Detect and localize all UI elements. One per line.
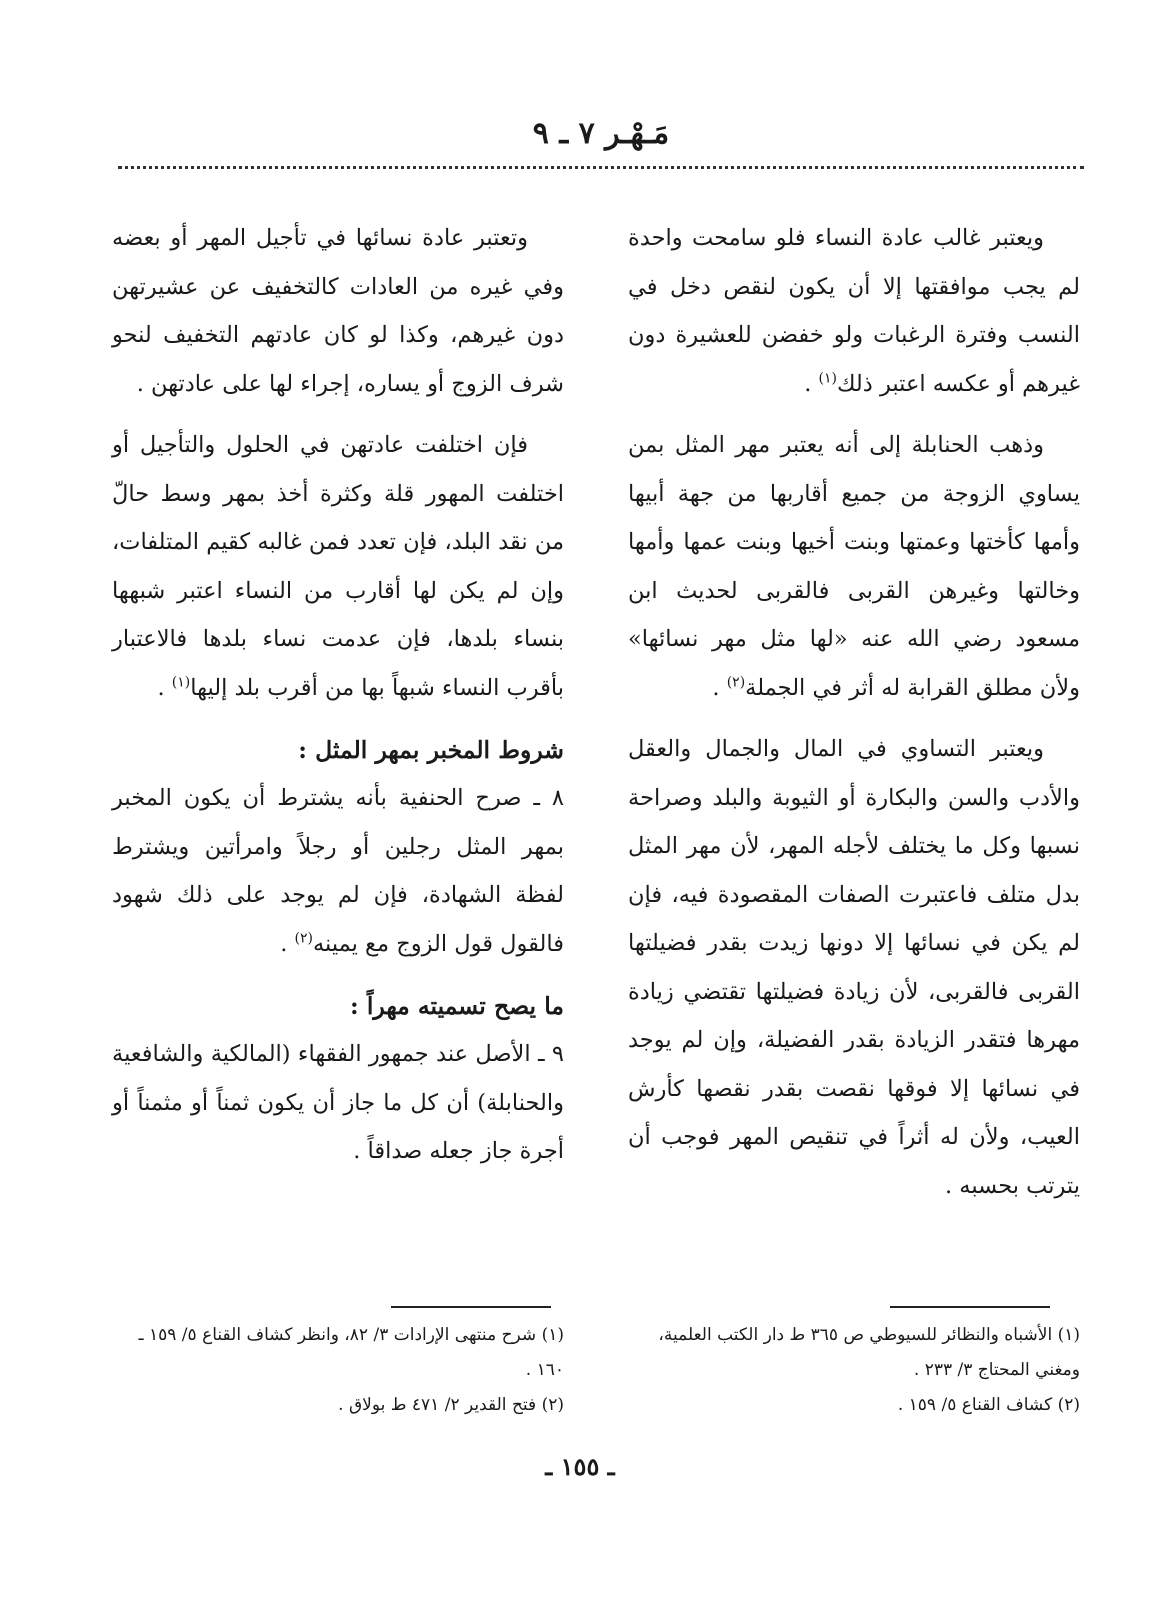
left-paragraph-2-text: فإن اختلفت عادتهن في الحلول والتأجيل أو اختلفت المهور قلة وكثرة أخذ بمهر وسط حالّ من نقد البلد، فإن تعدد فمن غالبه كقيم المتلفات، وإن لم يكن لها أقارب من النساء اعتبر شبهها بنساء بلدها، فإن عدمت نساء بلدها فالاعتبار بأقرب النساء شبهاً بها من أقرب بلد إليها — [112, 432, 564, 701]
footnote-rule-right — [890, 1306, 1050, 1308]
left-paragraph-1: وتعتبر عادة نسائها في تأجيل المهر أو بعضه وفي غيره من العادات كالتخفيف عن عشيرتهن دون غيرهم، وكذا لو كان عادتهم التخفيف لنحو شرف الزوج أو يساره، إجراء لها على عادتهن . — [112, 225, 564, 397]
footnote-rule-left — [391, 1306, 551, 1308]
section-8-paragraph — [112, 774, 564, 968]
footnote-ref-2[interactable]: (٢) — [726, 674, 746, 690]
right-footnote-1: (١) الأشباه والنظائر للسيوطي ص ٣٦٥ ط دار الكتب العلمية، ومغني المحتاج ٣/ ٢٣٣ . — [658, 1325, 1080, 1380]
footnote-ref-1[interactable]: (١) — [818, 370, 837, 386]
right-paragraph-2-end: . — [712, 674, 727, 701]
page-number: ـ ١٥٥ ـ — [545, 1452, 615, 1481]
right-footnotes — [628, 1318, 1080, 1423]
section-9-paragraph: ٩ ـ الأصل عند جمهور الفقهاء (المالكية والشافعية والحنابلة) أن كل ما جاز أن يكون ثمناً أو مثمناً أو أجرة جاز جعله صداقاً . — [112, 1041, 564, 1164]
section-heading-witness-conditions: شروط المخبر بمهر المثل : — [298, 736, 564, 764]
section-heading-valid-dowry: ما يصح تسميته مهراً : — [349, 992, 564, 1020]
right-footnote-2: (٢) كشاف القناع ٥/ ١٥٩ . — [897, 1395, 1080, 1415]
left-paragraph-2-end: . — [157, 674, 172, 701]
right-paragraph-2 — [628, 421, 1080, 712]
left-paragraph-2 — [112, 421, 564, 712]
section-8-end: . — [280, 930, 295, 957]
right-paragraph-3: ويعتبر التساوي في المال والجمال والعقل والأدب والسن والبكارة أو الثيوبة والبلد وصراحة نسبها وكل ما يختلف لأجله المهر، لأن مهر المثل بدل متلف فاعتبرت الصفات المقصودة فيه، فإن لم يكن في نسائها إلا دونها زيدت بقدر فضيلتها القربى فالقربى، لأن زيادة فضيلتها تقتضي زيادة مهرها فتقدر الزيادة بقدر الفضيلة، وإن لم يوجد في نسائها إلا فوقها نقصت بقدر نقصها كأرش العيب، ولأن له أثراً في تنقيص المهر فوجب أن يترتب بحسبه . — [628, 736, 1080, 1199]
left-footnote-1: (١) شرح منتهى الإرادات ٣/ ٨٢، وانظر كشاف القناع ٥/ ١٥٩ ـ ١٦٠ . — [138, 1325, 564, 1380]
footnote-ref-2[interactable]: (٢) — [294, 930, 313, 946]
header-dotted-rule — [118, 166, 1084, 169]
left-footnotes — [112, 1318, 564, 1423]
left-footnote-2: (٢) فتح القدير ٢/ ٤٧١ ط بولاق . — [338, 1395, 564, 1415]
right-paragraph-2-text: وذهب الحنابلة إلى أنه يعتبر مهر المثل بمن يساوي الزوجة من جميع أقاربها من جهة أبيها وأمها كأختها وعمتها وبنت أخيها وبنت عمها وأمها وخالتها وغيرهن القربى فالقربى لحديث ابن مسعود رضي الله عنه «لها مثل مهر نسائها» ولأن مطلق القرابة له أثر في الجملة — [628, 432, 1080, 701]
right-column — [628, 214, 1080, 1223]
footnote-ref-1[interactable]: (١) — [171, 674, 191, 690]
section-8-text: ٨ ـ صرح الحنفية بأنه يشترط أن يكون المخبر بمهر المثل رجلين أو رجلاً وامرأتين ويشترط لفظة الشهادة، فإن لم يوجد على ذلك شهود فالقول قول الزوج مع يمينه — [112, 785, 564, 957]
right-paragraph-1-end: . — [804, 370, 819, 397]
left-column — [112, 214, 564, 1189]
right-paragraph-1-text: ويعتبر غالب عادة النساء فلو سامحت واحدة لم يجب موافقتها إلا أن يكون لنقص دخل في النسب وفترة الرغبات ولو خفضن للعشيرة دون غيرهم أو عكسه اعتبر ذلك — [628, 225, 1080, 397]
right-paragraph-1 — [628, 214, 1080, 408]
running-header: مَـهْـر ٧ ـ ٩ — [532, 116, 670, 151]
